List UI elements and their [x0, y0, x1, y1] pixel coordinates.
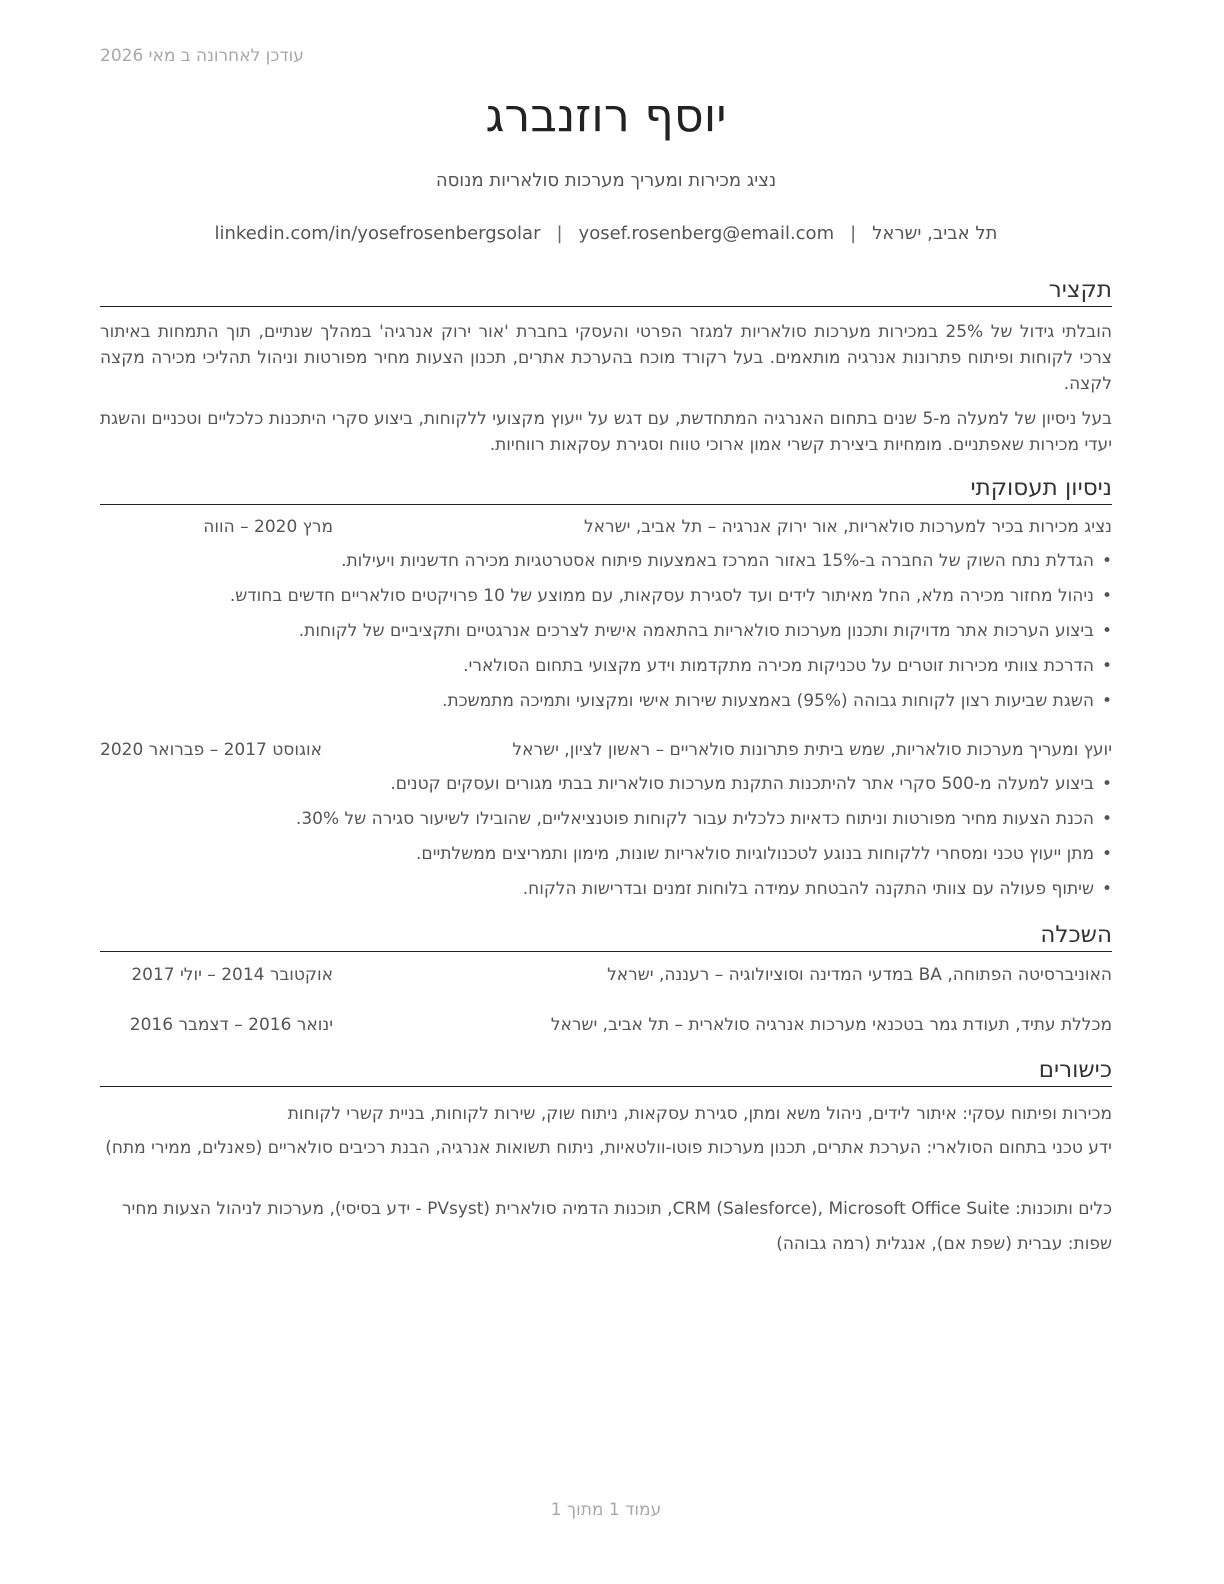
job-dates: מרץ 2020 – הווה [203, 517, 333, 537]
job-header [100, 740, 1112, 766]
job-title: יועץ ומעריך מערכות סולאריות, שמש ביתית פתרונות סולאריים – ראשון לציון, ישראל [512, 740, 1112, 760]
education-item [100, 965, 1112, 991]
education-dates: ינואר 2016 – דצמבר 2016 [129, 1015, 333, 1035]
separator: | [850, 223, 857, 244]
skill-line: שפות: עברית (שפת אם), אנגלית (רמה גבוהה) [776, 1234, 1112, 1254]
job-bullets [100, 771, 1112, 911]
bullet-item: • הדרכת צוותי מכירות זוטרים על טכניקות מכירה מתקדמות וידע מקצועי בתחום הסולארי. [100, 653, 1112, 688]
bullet-item: • ניהול מחזור מכירה מלא, החל מאיתור לידים ועד לסגירת עסקאות, עם ממוצע של 10 פרויקטים סולאריים חדשים בחודש. [100, 583, 1112, 618]
email-link[interactable]: yosef.rosenberg@email.com [578, 223, 835, 244]
contact-line [100, 223, 1112, 244]
page-number: עמוד 1 מתוך 1 [550, 1500, 662, 1520]
education-heading: השכלה [100, 920, 1112, 952]
education-title: האוניברסיטה הפתוחה, BA במדעי המדינה וסוציולוגיה – רעננה, ישראל [607, 965, 1112, 985]
summary-paragraph-1: הובלתי גידול של 25% במכירות מערכות סולאריות למגזר הפרטי והעסקי בחברת 'אור ירוק אנרגיה' במהלך שנתיים, תוך התמחות באיתור צרכי לקוחות ופיתוח פתרונות אנרגיה מותאמים. בעל רקורד מוכח בהערכת אתרים, תכנון הצעות מחיר מפורטות וניהול תהליכי מכירה מקצה לקצה. [100, 322, 1112, 394]
education-item [100, 1015, 1112, 1041]
linkedin-link[interactable]: linkedin.com/in/yosefrosenbergsolar [214, 223, 541, 244]
job-dates: אוגוסט 2017 – פברואר 2020 [100, 740, 322, 760]
bullet-item: • מתן ייעוץ טכני ומסחרי ללקוחות בנוגע לטכנולוגיות סולאריות שונות, מימון ותמריצים ממשלתיים. [100, 841, 1112, 876]
job-bullets [100, 548, 1112, 723]
bullet-item: • השגת שביעות רצון לקוחות גבוהה (95%) באמצעות שירות אישי ומקצועי ותמיכה מתמשכת. [100, 688, 1112, 723]
bullet-item: • שיתוף פעולה עם צוותי התקנה להבטחת עמידה בלוחות זמנים ובדרישות הלקוח. [100, 876, 1112, 911]
location-text: תל אביב, ישראל [872, 223, 998, 244]
candidate-subtitle: נציג מכירות ומעריך מערכות סולאריות מנוסה [435, 170, 777, 191]
job-title: נציג מכירות בכיר למערכות סולאריות, אור ירוק אנרגיה – תל אביב, ישראל [583, 517, 1112, 537]
education-title: מכללת עתיד, תעודת גמר בטכנאי מערכות אנרגיה סולארית – תל אביב, ישראל [550, 1015, 1112, 1035]
education-dates: אוקטובר 2014 – יולי 2017 [131, 965, 333, 985]
candidate-name: יוסף רוזנברג [485, 88, 727, 142]
bullet-item: • ביצוע למעלה מ-500 סקרי אתר להיתכנות התקנת מערכות סולאריות בבתי מגורים ועסקים קטנים. [100, 771, 1112, 806]
summary-paragraph-2: בעל ניסיון של למעלה מ-5 שנים בתחום האנרגיה המתחדשת, עם דגש על ייעוץ מקצועי ללקוחות, ביצוע סקרי היתכנות כלכליים וטכניים והשגת יעדי מכירות שאפתניים. מומחיות ביצירת קשרי אמון ארוכי טווח וסגירת עסקאות רווחיות. [100, 409, 1112, 455]
skills-heading: כישורים [100, 1055, 1112, 1087]
skill-line: ידע טכני בתחום הסולארי: הערכת אתרים, תכנון מערכות פוטו-וולטאיות, ניתוח תשואות אנרגיה, הבנת רכיבים סולאריים (פאנלים, ממירי מתח) [105, 1138, 1112, 1158]
skill-line: מכירות ופיתוח עסקי: איתור לידים, ניהול משא ומתן, סגירת עסקאות, ניתוח שוק, שירות לקוחות, בניית קשרי לקוחות [287, 1104, 1112, 1124]
skill-line: כלים ותוכנות: CRM (Salesforce), Microsoft Office Suite, תוכנות הדמיה סולארית (PVsyst - ידע בסיסי), מערכות לניהול הצעות מחיר [121, 1199, 1112, 1219]
bullet-item: • הגדלת נתח השוק של החברה ב-15% באזור המרכז באמצעות פיתוח אסטרטגיות מכירה חדשניות ויעילות. [100, 548, 1112, 583]
bullet-item: • ביצוע הערכות אתר מדויקות ותכנון מערכות סולאריות בהתאמה אישית לצרכים אנרגטיים ותקציביים של לקוחות. [100, 618, 1112, 653]
last-updated-note: עודכן לאחרונה ב מאי 2026 [100, 46, 304, 66]
job-header [100, 517, 1112, 543]
resume-page [100, 0, 1112, 1584]
bullet-item: • הכנת הצעות מחיר מפורטות וניתוח כדאיות כלכלית עבור לקוחות פוטנציאליים, שהובילו לשיעור סגירה של 30%. [100, 806, 1112, 841]
separator: | [556, 223, 563, 244]
experience-heading: ניסיון תעסוקתי [100, 473, 1112, 505]
summary-heading: תקציר [100, 275, 1112, 307]
